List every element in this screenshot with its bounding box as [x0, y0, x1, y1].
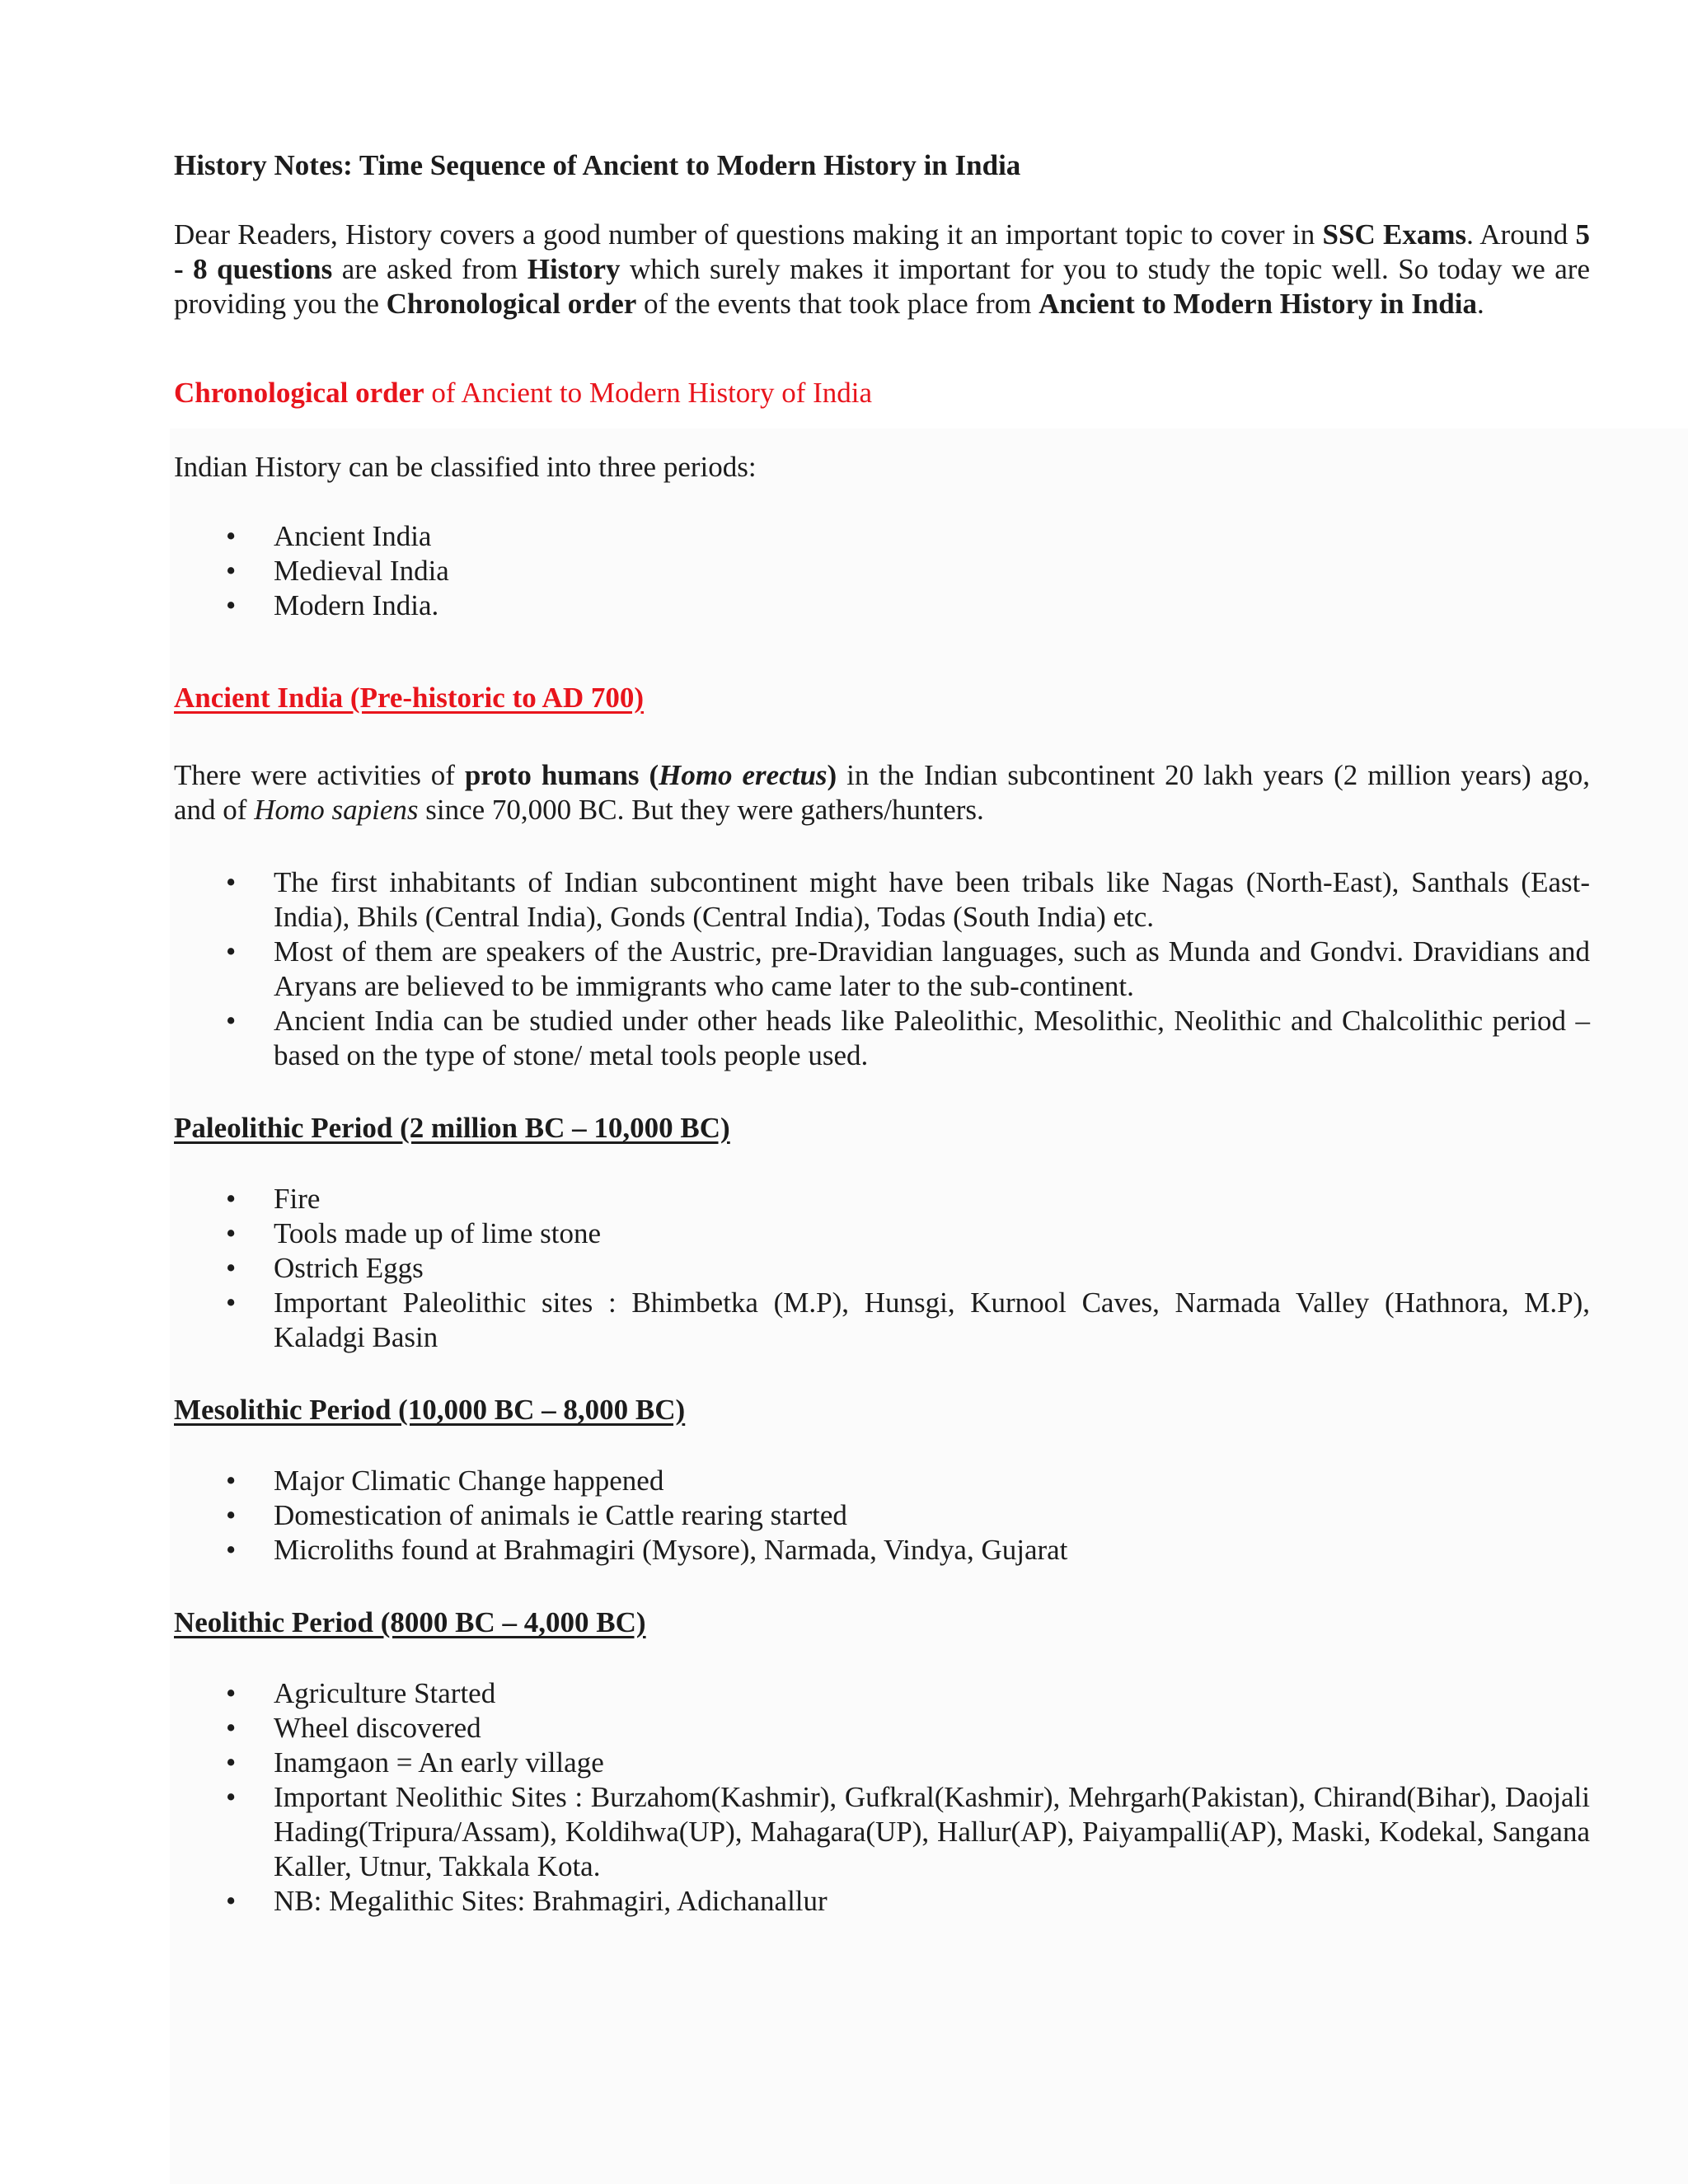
intro-bold-ancient-modern: Ancient to Modern History in India [1039, 288, 1477, 320]
periods-list [174, 519, 1590, 623]
mesolithic-list [174, 1464, 1590, 1568]
document-body [174, 148, 1590, 1919]
list-item: • The first inhabitants of Indian subcontinent might have been tribals like Nagas (North-East), Santhals (East-India), Bhils (Central India), Gonds (Central India), Todas (South India) etc. [174, 865, 1590, 935]
list-item: • Important Paleolithic sites : Bhimbetka (M.P), Hunsgi, Kurnool Caves, Narmada Valley (Hathnora, M.P), Kaladgi Basin [174, 1286, 1590, 1355]
ancient-india-paragraph: There were activities of proto humans (Homo erectus) in the Indian subcontinent 20 lakh years (2 million years) ago, and of Homo sapiens since 70,000 BC. But they were gathers/hunters. [174, 759, 1590, 826]
list-item: • Most of them are speakers of the Austric, pre-Dravidian languages, such as Munda and Gondvi. Dravidians and Aryans are believed to be immigrants who came later to the sub-continent. [174, 935, 1590, 1004]
intro-bold-ssc: SSC Exams [1322, 218, 1467, 251]
list-item: • Wheel discovered [174, 1711, 1590, 1746]
intro-bold-history: History [527, 253, 621, 285]
list-item: • Important Neolithic Sites : Burzahom(Kashmir), Gufkral(Kashmir), Mehrgarh(Pakistan), Chirand(Bihar), Daojali Hading(Tripura/Assam), Koldihwa(UP), Mahagara(UP), Hallur(AP), Paiyampalli(AP), Maski, Kodekal, Sangana Kaller, Utnur, Takkala Kota. [174, 1780, 1590, 1884]
document-title: History Notes: Time Sequence of Ancient to Modern History in India [174, 149, 1021, 181]
list-item: • Modern India. [174, 588, 1590, 623]
mesolithic-heading: Mesolithic Period (10,000 BC – 8,000 BC) [174, 1394, 686, 1426]
paleolithic-list [174, 1182, 1590, 1355]
list-item: • Major Climatic Change happened [174, 1464, 1590, 1498]
chronological-order-heading: Chronological order of Ancient to Modern History of India [174, 377, 873, 409]
list-item: • Ostrich Eggs [174, 1251, 1590, 1286]
list-item: • Agriculture Started [174, 1676, 1590, 1711]
list-item: • Tools made up of lime stone [174, 1216, 1590, 1251]
list-item: • Domestication of animals ie Cattle rearing started [174, 1498, 1590, 1533]
list-item: • NB: Megalithic Sites: Brahmagiri, Adichanallur [174, 1884, 1590, 1919]
intro-bold-chrono: Chronological order [386, 288, 637, 320]
intro-paragraph: Dear Readers, History covers a good number of questions making it an important topic to cover in SSC Exams. Around 5 - 8 questions are asked from History which surely makes it important for you to study the topic well. So today we are providing you the Chronological order of the events that took place from Ancient to Modern History in India. [174, 218, 1591, 320]
ancient-india-heading: Ancient India (Pre-historic to AD 700) [174, 682, 644, 714]
paleolithic-heading: Paleolithic Period (2 million BC – 10,000 BC) [174, 1112, 730, 1144]
list-item: • Medieval India [174, 554, 1590, 588]
list-item: • Fire [174, 1182, 1590, 1216]
ancient-india-list [174, 865, 1590, 1073]
list-item: • Ancient India [174, 519, 1590, 554]
neolithic-heading: Neolithic Period (8000 BC – 4,000 BC) [174, 1606, 646, 1638]
list-item: • Inamgaon = An early village [174, 1746, 1590, 1780]
list-item: • Microliths found at Brahmagiri (Mysore), Narmada, Vindya, Gujarat [174, 1533, 1590, 1568]
intro-bold-questions: 5 - 8 questions [174, 218, 1591, 285]
classification-lead: Indian History can be classified into three periods: [174, 451, 757, 483]
list-item: • Ancient India can be studied under other heads like Paleolithic, Mesolithic, Neolithic and Chalcolithic period – based on the type of stone/ metal tools people used. [174, 1004, 1590, 1073]
neolithic-list [174, 1676, 1590, 1919]
